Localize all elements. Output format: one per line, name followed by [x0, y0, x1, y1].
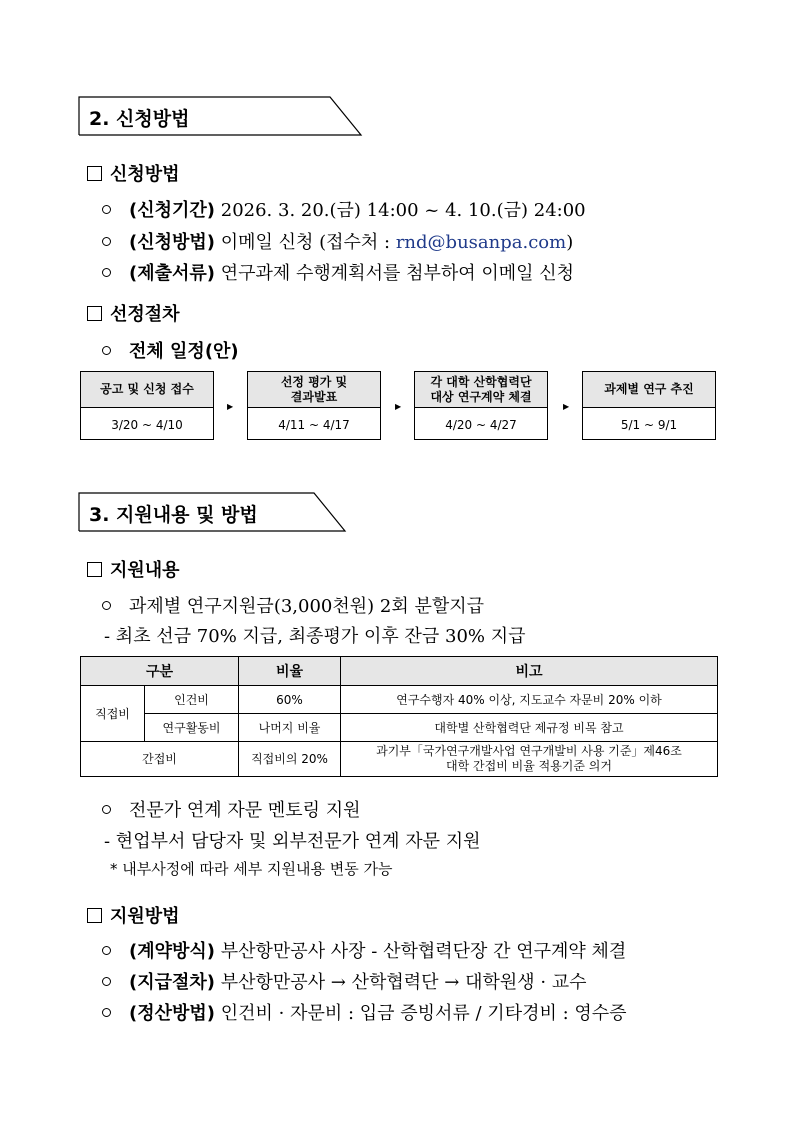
- table-cell: 인건비: [145, 686, 239, 714]
- method-settlement: (정산방법) 인건비 · 자문비 : 입금 증빙서류 / 기타경비 : 영수증: [102, 999, 627, 1025]
- email-link[interactable]: rnd@busanpa.com: [395, 232, 567, 253]
- schedule-label: 전체 일정(안): [102, 337, 239, 363]
- method-payment: (지급절차) 부산항만공사 → 산학협력단 → 대학원생 · 교수: [102, 968, 587, 994]
- arrow-right-icon: ▶: [395, 402, 402, 411]
- content-item-mentoring: 전문가 연계 자문 멘토링 지원: [102, 796, 361, 822]
- circle-bullet-icon: [102, 205, 111, 214]
- step-date: 4/11 ~ 4/17: [278, 417, 350, 432]
- circle-bullet-icon: [102, 977, 111, 986]
- circle-bullet-icon: [102, 946, 111, 955]
- table-header-cell: 비율: [239, 657, 341, 686]
- content-heading: 지원내용: [87, 556, 180, 582]
- step-date: 3/20 ~ 4/10: [111, 417, 183, 432]
- method-contract: (계약방식) 부산항만공사 사장 - 산학협력단장 간 연구계약 체결: [102, 937, 626, 963]
- content-item-funding: 과제별 연구지원금(3,000천원) 2회 분할지급: [102, 592, 484, 618]
- apply-period: (신청기간) 2026. 3. 20.(금) 14:00 ~ 4. 10.(금) 24:00: [102, 196, 586, 222]
- table-cell: 직접비의 20%: [239, 742, 341, 777]
- section-2-title: 2. 신청방법: [89, 108, 190, 130]
- arrow-right-icon: ▶: [227, 402, 234, 411]
- schedule-step: [247, 371, 381, 440]
- table-cell: 60%: [239, 686, 341, 714]
- method-heading: 지원방법: [87, 902, 180, 928]
- step-title: 과제별 연구 추진: [583, 372, 715, 408]
- table-cell: 과기부「국가연구개발사업 연구개발비 사용 기준」제46조 대학 간접비 비율 적용기준 의거: [341, 742, 718, 777]
- step-title: 각 대학 산학협력단 대상 연구계약 체결: [415, 372, 547, 408]
- table-cell: 나머지 비율: [239, 714, 341, 742]
- footnote: * 내부사정에 따라 세부 지원내용 변동 가능: [110, 860, 393, 878]
- table-row: [81, 714, 718, 742]
- table-cell: 연구활동비: [145, 714, 239, 742]
- table-header-row: [81, 657, 718, 686]
- checkbox-square-icon: [87, 562, 102, 577]
- circle-bullet-icon: [102, 237, 111, 246]
- table-row: [81, 742, 718, 777]
- table-cell: 연구수행자 40% 이상, 지도교수 자문비 20% 이하: [341, 686, 718, 714]
- table-header-cell: 비고: [341, 657, 718, 686]
- schedule-step: [582, 371, 716, 440]
- checkbox-square-icon: [87, 908, 102, 923]
- schedule-step: [80, 371, 214, 440]
- content-item-mentoring-sub: - 현업부서 담당자 및 외부전문가 연계 자문 지원: [104, 831, 481, 852]
- apply-documents: (제출서류) 연구과제 수행계획서를 첨부하여 이메일 신청: [102, 259, 574, 285]
- circle-bullet-icon: [102, 805, 111, 814]
- content-item-funding-sub: - 최초 선금 70% 지급, 최종평가 이후 잔금 30% 지급: [104, 626, 526, 647]
- step-title: 선정 평가 및 결과발표: [248, 372, 380, 408]
- table-cell: 대학별 산학협력단 제규정 비목 참고: [341, 714, 718, 742]
- support-table: [80, 656, 718, 777]
- step-date: 4/20 ~ 4/27: [445, 417, 517, 432]
- arrow-right-icon: ▶: [563, 402, 570, 411]
- circle-bullet-icon: [102, 268, 111, 277]
- apply-method: (신청방법) 이메일 신청 (접수처 : rnd@busanpa.com): [102, 228, 573, 254]
- checkbox-square-icon: [87, 306, 102, 321]
- circle-bullet-icon: [102, 1008, 111, 1017]
- step-title: 공고 및 신청 접수: [81, 372, 213, 408]
- schedule-step: [414, 371, 548, 440]
- circle-bullet-icon: [102, 601, 111, 610]
- section-3-title: 3. 지원내용 및 방법: [89, 504, 258, 526]
- table-row: [81, 686, 718, 714]
- table-cell: 직접비: [81, 686, 145, 742]
- circle-bullet-icon: [102, 346, 111, 355]
- table-cell: 간접비: [81, 742, 239, 777]
- apply-heading: 신청방법: [87, 160, 180, 186]
- checkbox-square-icon: [87, 166, 102, 181]
- step-date: 5/1 ~ 9/1: [620, 417, 678, 432]
- table-header-cell: 구분: [81, 657, 239, 686]
- selection-heading: 선정절차: [87, 300, 180, 326]
